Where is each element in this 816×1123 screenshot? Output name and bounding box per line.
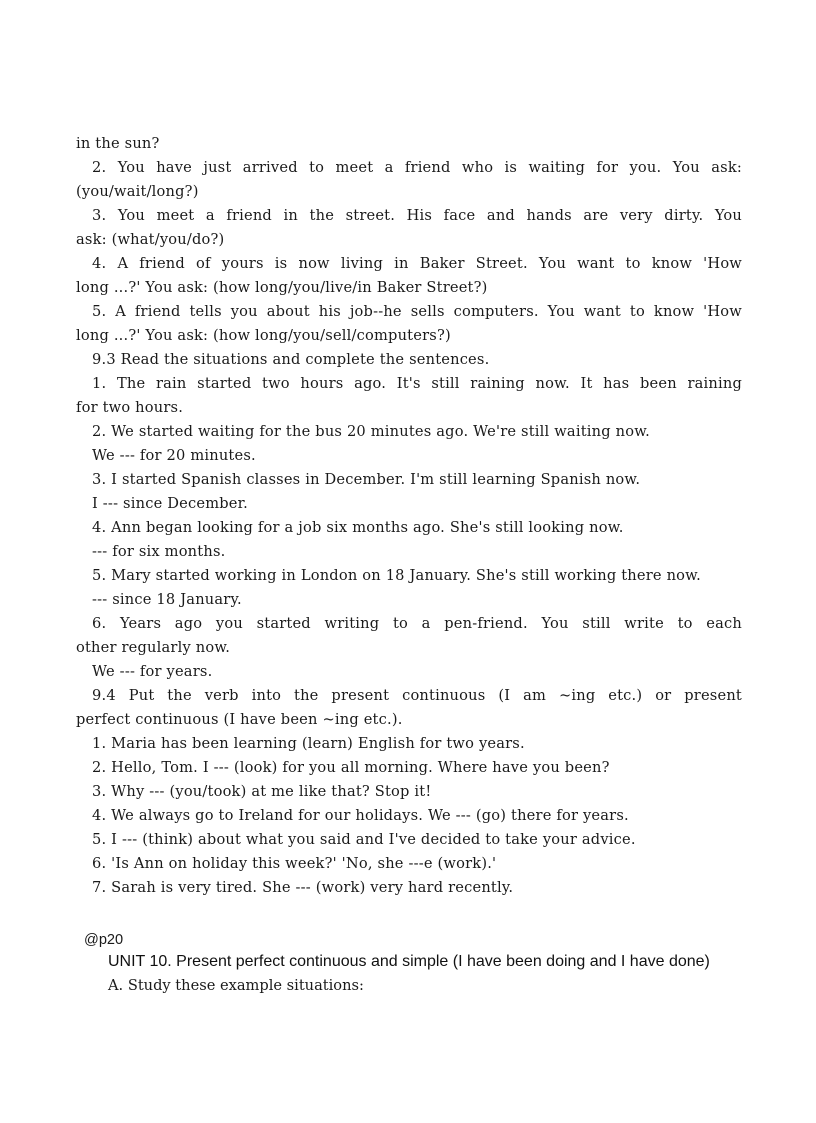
text-line: long ...?' You ask: (how long/you/live/in Baker Street?) [76, 279, 488, 296]
text-line: 3. I started Spanish classes in December. I'm still learning Spanish now. [92, 471, 641, 488]
page-marker: @p20 [84, 932, 124, 948]
text-line: 3. Why --- (you/took) at me like that? Stop it! [92, 783, 432, 800]
text-line: 2. We started waiting for the bus 20 minutes ago. We're still waiting now. [92, 423, 650, 440]
text-line: --- for six months. [92, 543, 226, 560]
text-line: 3. You meet a friend in the street. His face and hands are very dirty. You [92, 207, 742, 224]
text-line: We --- for years. [92, 663, 213, 680]
text-line: 1. Maria has been learning (learn) English for two years. [92, 735, 525, 752]
text-line: ask: (what/you/do?) [76, 231, 225, 248]
text-line: 6. Years ago you started writing to a pen-friend. You still write to each [92, 615, 742, 632]
text-line: 4. A friend of yours is now living in Baker Street. You want to know 'How [92, 255, 742, 272]
text-line: other regularly now. [76, 639, 231, 656]
text-line: 4. Ann began looking for a job six months ago. She's still looking now. [92, 519, 624, 536]
text-line: in the sun? [76, 135, 160, 152]
section-heading: A. Study these example situations: [108, 977, 364, 994]
text-line: (you/wait/long?) [76, 183, 199, 200]
text-line: 2. You have just arrived to meet a friend who is waiting for you. You ask: [92, 159, 742, 176]
text-line: 2. Hello, Tom. I --- (look) for you all morning. Where have you been? [92, 759, 610, 776]
text-line: I --- since December. [92, 495, 249, 512]
unit-title: UNIT 10. Present perfect continuous and simple (I have been doing and I have done) [108, 953, 710, 970]
text-line: 1. The rain started two hours ago. It's still raining now. It has been raining [92, 375, 742, 392]
text-line: --- since 18 January. [92, 591, 242, 608]
text-line: 6. 'Is Ann on holiday this week?' 'No, she ---e (work).' [92, 855, 497, 872]
text-line: perfect continuous (I have been ~ing etc.). [76, 711, 403, 728]
text-line: 7. Sarah is very tired. She --- (work) very hard recently. [92, 879, 514, 896]
text-line: long ...?' You ask: (how long/you/sell/computers?) [76, 327, 451, 344]
exercise-heading: 9.4 Put the verb into the present continuous (I am ~ing etc.) or present [92, 687, 742, 704]
text-line: 5. I --- (think) about what you said and I've decided to take your advice. [92, 831, 636, 848]
text-line: 5. Mary started working in London on 18 January. She's still working there now. [92, 567, 701, 584]
text-line: We --- for 20 minutes. [92, 447, 256, 464]
text-line: 5. A friend tells you about his job--he sells computers. You want to know 'How [92, 303, 742, 320]
text-line: 4. We always go to Ireland for our holidays. We --- (go) there for years. [92, 807, 629, 824]
exercise-heading: 9.3 Read the situations and complete the sentences. [92, 351, 490, 368]
text-line: for two hours. [76, 399, 184, 416]
